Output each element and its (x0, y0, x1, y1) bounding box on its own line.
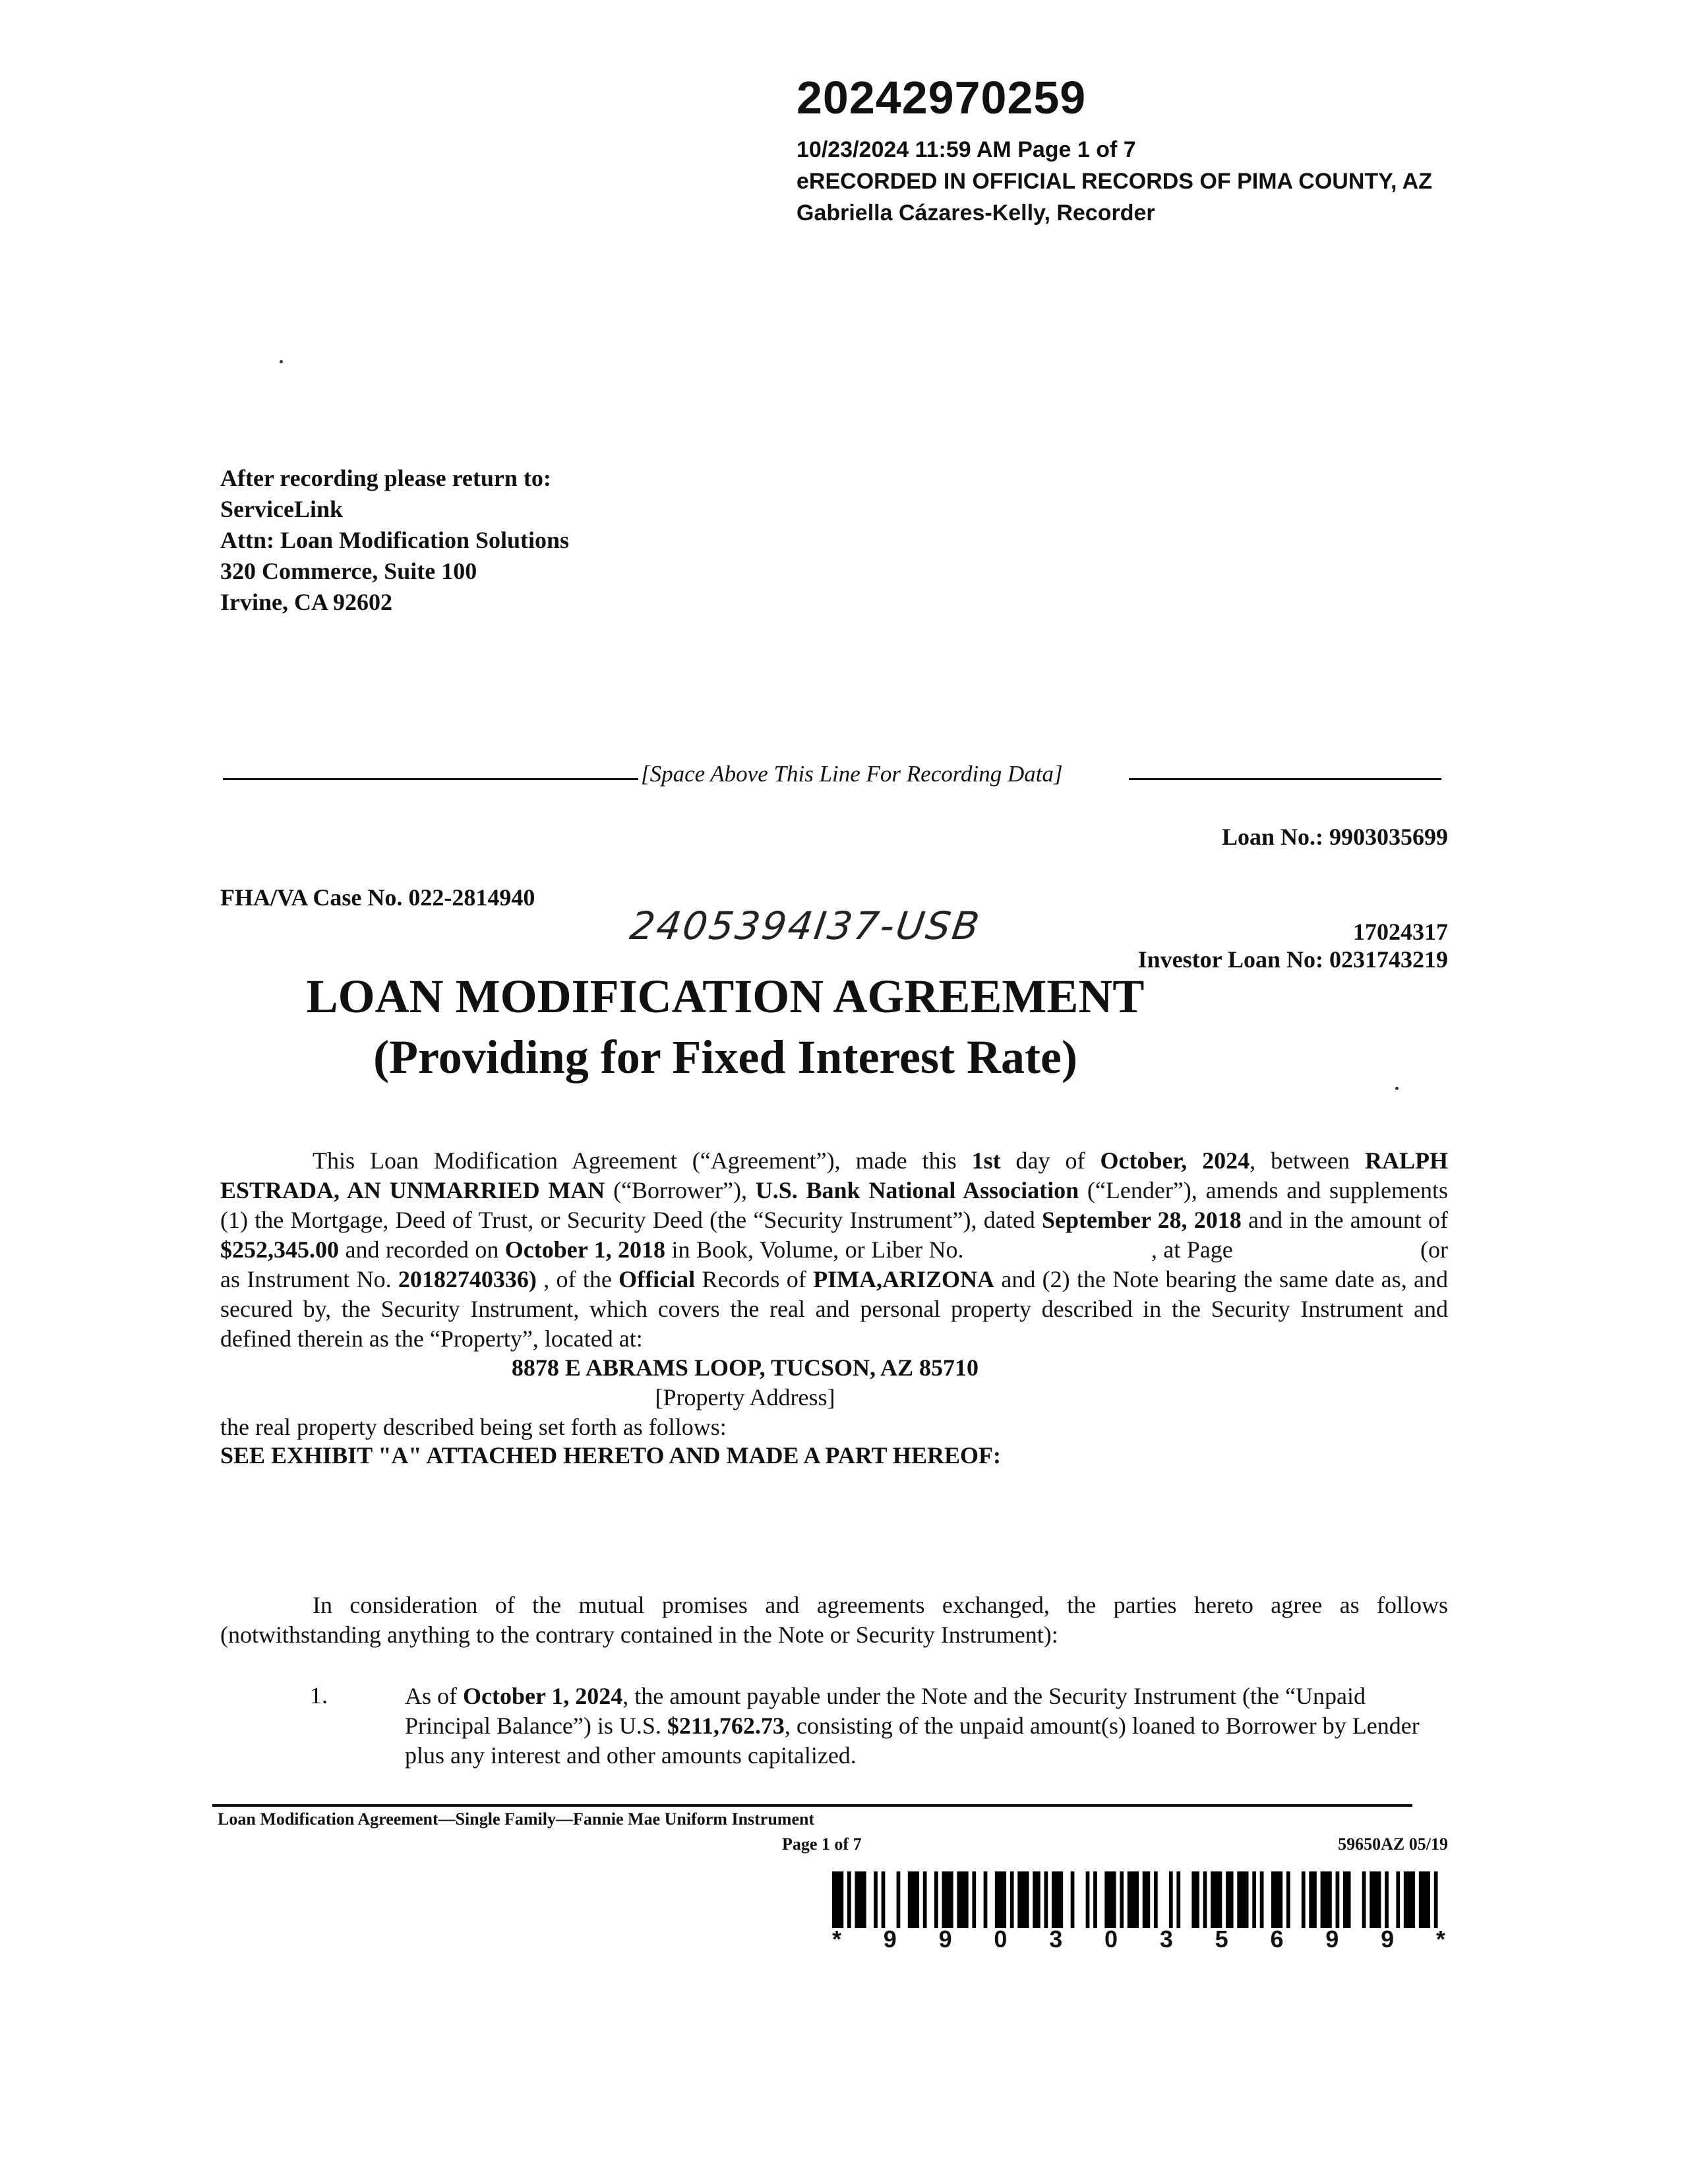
loan-number: Loan No.: 9903035699 (1221, 824, 1448, 850)
reference-number: 17024317 (1353, 919, 1448, 945)
space-above-line-label: [Space Above This Line For Recording Data] (641, 761, 1063, 787)
consideration-text: In consideration of the mutual promises and agreements exchanged, the parties hereto agree as follows (notwithstanding anything to the contrary contained in the Note or Security Instrument): (220, 1592, 1448, 1648)
barcode-bar (1321, 1871, 1332, 1928)
scan-speck (280, 360, 283, 363)
barcode-bar (1128, 1871, 1139, 1928)
barcode-bar (1052, 1871, 1063, 1928)
body-text: and (2) the Note bearing the same date as, and secured by, the Security Instrument, which covers the real and personal property described in the Security Instrument and defined therein as the “Property”, located at: (220, 1266, 1448, 1352)
barcode-bar (1176, 1871, 1180, 1928)
body-text: , of the (536, 1266, 619, 1292)
agreement-intro-paragraph (220, 1146, 1454, 1354)
barcode-char: * (832, 1926, 842, 1953)
barcode-bar (908, 1871, 919, 1928)
barcode-bar (855, 1871, 866, 1928)
official-word: Official (618, 1266, 696, 1292)
barcode-char: 3 (1049, 1926, 1063, 1953)
body-text: and recorded on (339, 1236, 505, 1263)
barcode-bar (1203, 1871, 1207, 1928)
recording-datetime-page: 10/23/2024 11:59 AM Page 1 of 7 (797, 137, 1136, 162)
barcode-bar (1093, 1871, 1097, 1928)
barcode-bar (1033, 1871, 1040, 1928)
barcode-bar (882, 1871, 886, 1928)
barcode-bar (1343, 1871, 1350, 1928)
body-text: and in the amount of (1241, 1207, 1448, 1233)
barcode-bar (972, 1871, 976, 1928)
barcode-char: 0 (1104, 1926, 1118, 1953)
original-amount: $252,345.00 (220, 1236, 339, 1263)
barcode-bar (984, 1871, 988, 1928)
agreement-day: 1st (971, 1147, 1001, 1174)
barcode-bar (1252, 1871, 1256, 1928)
return-company: ServiceLink (220, 496, 343, 522)
barcode-bar (832, 1871, 843, 1928)
footer-form-title: Loan Modification Agreement—Single Family—Fannie Mae Uniform Instrument (218, 1809, 815, 1829)
barcode-char: 3 (1159, 1926, 1173, 1953)
return-street: 320 Commerce, Suite 100 (220, 558, 477, 584)
barcode-bar (1017, 1871, 1029, 1928)
item-text: As of (405, 1683, 463, 1709)
document-title: LOAN MODIFICATION AGREEMENT (306, 970, 1145, 1023)
barcode (832, 1871, 1445, 1928)
barcode-char: 9 (938, 1926, 952, 1953)
barcode-bar (995, 1871, 1006, 1928)
handwritten-reference: 2405394I37-USB (627, 903, 984, 948)
exhibit-reference: SEE EXHIBIT "A" ATTACHED HERETO AND MADE A PART HEREOF: (220, 1442, 1001, 1469)
unpaid-principal-balance: $211,762.73 (667, 1713, 785, 1739)
instrument-number: 20182740336) (398, 1266, 537, 1292)
scan-speck (1395, 1087, 1399, 1090)
barcode-bar (1154, 1871, 1158, 1928)
barcode-char: 6 (1270, 1926, 1284, 1953)
barcode-char: 5 (1215, 1926, 1228, 1953)
barcode-char: 0 (994, 1926, 1008, 1953)
barcode-bar (1385, 1871, 1389, 1928)
barcode-bar (1191, 1871, 1199, 1928)
barcode-bar (1120, 1871, 1124, 1928)
recording-divider-left (223, 778, 638, 780)
barcode-bar (847, 1871, 851, 1928)
barcode-bar (923, 1871, 927, 1928)
barcode-bar (1104, 1871, 1116, 1928)
barcode-bar (1396, 1871, 1400, 1928)
body-text: Records of (695, 1266, 814, 1292)
real-property-description: the real property described being set forth as follows: (220, 1414, 727, 1440)
barcode-bar (1086, 1871, 1090, 1928)
footer-form-code: 59650AZ 05/19 (1338, 1835, 1448, 1854)
modification-date: October 1, 2024 (463, 1683, 623, 1709)
barcode-bar (897, 1871, 901, 1928)
footer-page-number: Page 1 of 7 (782, 1835, 862, 1854)
barcode-bar (1370, 1871, 1381, 1928)
barcode-char: 9 (1325, 1926, 1339, 1953)
barcode-bar (1143, 1871, 1150, 1928)
return-city: Irvine, CA 92602 (220, 589, 392, 615)
item-number: 1. (310, 1682, 328, 1709)
investor-loan-number: Investor Loan No: 0231743219 (1137, 946, 1448, 973)
recording-number: 20242970259 (797, 72, 1087, 123)
footer-rule (212, 1804, 1412, 1807)
body-text: day of (1000, 1147, 1100, 1174)
body-text: in Book, Volume, or Liber No. , at Page (or as Instrument No. (220, 1236, 1454, 1292)
barcode-bar (1419, 1871, 1430, 1928)
agreement-date: October, 2024 (1100, 1147, 1250, 1174)
consideration-paragraph (220, 1591, 1448, 1650)
barcode-char: * (1435, 1926, 1445, 1953)
item-text: , the amount payable under the Note and the Security Instrument (the “Unpaid Principal Balance”) is U.S. (405, 1683, 1366, 1739)
barcode-bar (1010, 1871, 1014, 1928)
barcode-bar (1362, 1871, 1366, 1928)
barcode-bar (1286, 1871, 1290, 1928)
item-1-text (405, 1682, 1433, 1771)
body-text: (“Lender”), amends and supplements (1) the Mortgage, Deed of Trust, or Security Deed (the “Security Instrument”), dated (220, 1177, 1448, 1233)
property-address-label: [Property Address] (655, 1384, 835, 1410)
body-text: (“Borrower”), (605, 1177, 756, 1203)
barcode-bar (1260, 1871, 1264, 1928)
barcode-bar (1226, 1871, 1233, 1928)
lender-name: U.S. Bank National Association (755, 1177, 1079, 1203)
property-address: 8878 E ABRAMS LOOP, TUCSON, AZ 85710 (511, 1354, 979, 1381)
recorded-date: October 1, 2018 (504, 1236, 666, 1263)
item-text: , consisting of the unpaid amount(s) loaned to Borrower by Lender plus any interest and other amounts capitalized. (405, 1713, 1420, 1769)
return-address-block (220, 463, 569, 618)
barcode-bar (1309, 1871, 1316, 1928)
fha-va-case-number: FHA/VA Case No. 022-2814940 (220, 884, 535, 911)
barcode-bar (1336, 1871, 1340, 1928)
barcode-bar (957, 1871, 968, 1928)
borrower-name: RALPH ESTRADA, AN UNMARRIED MAN (220, 1147, 1448, 1203)
recording-official-records: eRECORDED IN OFFICIAL RECORDS OF PIMA COUNTY, AZ (797, 169, 1433, 194)
barcode-bar (1404, 1871, 1415, 1928)
return-attn: Attn: Loan Modification Solutions (220, 527, 570, 553)
barcode-bar (1071, 1871, 1075, 1928)
barcode-bar (1237, 1871, 1248, 1928)
barcode-char: 9 (1381, 1926, 1395, 1953)
barcode-text (832, 1926, 1445, 1953)
barcode-bar (1271, 1871, 1282, 1928)
recording-divider-right (1129, 778, 1441, 780)
body-text: This Loan Modification Agreement (“Agreement”), made this (313, 1147, 972, 1174)
barcode-bar (1434, 1871, 1438, 1928)
security-instrument-date: September 28, 2018 (1041, 1207, 1242, 1233)
barcode-bar (1044, 1871, 1048, 1928)
county-state: PIMA,ARIZONA (813, 1266, 995, 1292)
barcode-bar (934, 1871, 938, 1928)
document-subtitle: (Providing for Fixed Interest Rate) (373, 1031, 1077, 1083)
body-text: , between (1250, 1147, 1365, 1174)
recording-recorder: Gabriella Cázares-Kelly, Recorder (797, 200, 1155, 226)
return-heading: After recording please return to: (220, 465, 551, 491)
barcode-bar (1169, 1871, 1173, 1928)
barcode-bar (874, 1871, 878, 1928)
barcode-bar (1211, 1871, 1222, 1928)
barcode-bar (942, 1871, 953, 1928)
barcode-bar (1302, 1871, 1306, 1928)
barcode-char: 9 (883, 1926, 897, 1953)
